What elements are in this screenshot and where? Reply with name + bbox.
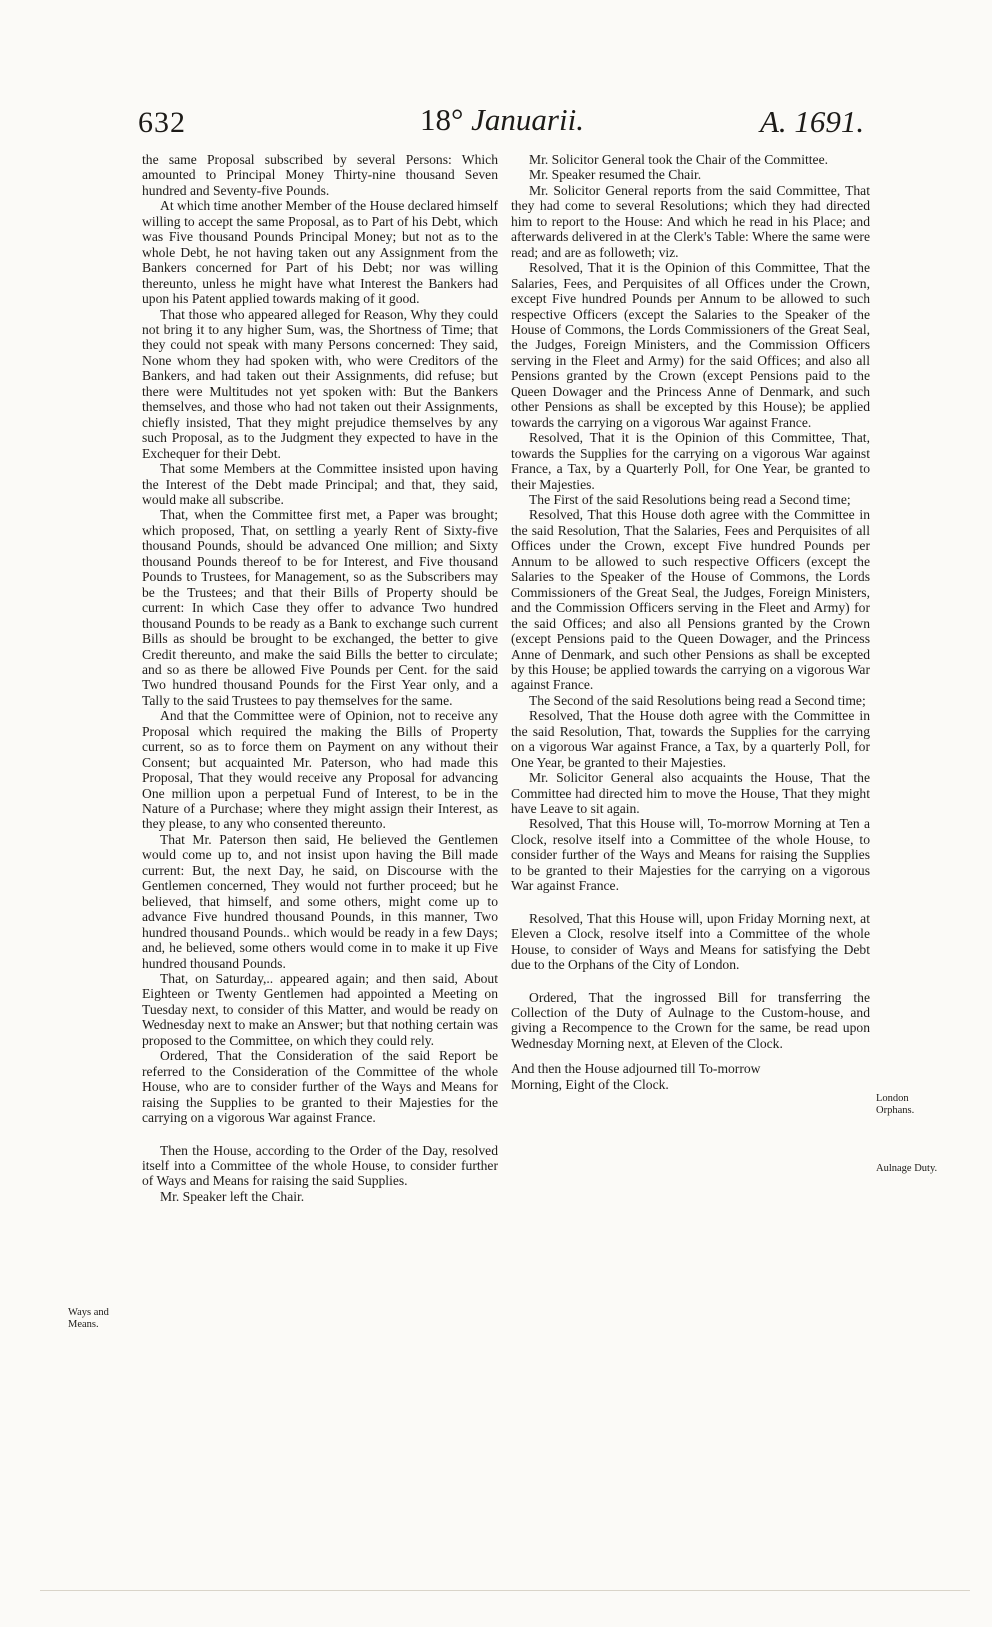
- date-month: Januarii.: [471, 102, 584, 137]
- adjournment-line-2: Morning, Eight of the Clock.: [511, 1076, 669, 1092]
- left-column: [142, 152, 498, 1204]
- spacer: [511, 973, 870, 990]
- paragraph: The First of the said Resolutions being read a Second time;: [529, 491, 851, 507]
- paragraph: Then the House, according to the Order of the Day, resolved itself into a Committee of the whole House, to consider further of Ways and Means for raising the said Supplies.: [142, 1142, 498, 1189]
- page-header: [0, 100, 992, 150]
- page-number: 632: [138, 106, 186, 139]
- margin-note-aulnage-duty: Aulnage Duty.: [876, 1163, 938, 1174]
- spacer: [511, 894, 870, 911]
- margin-note-london-orphans: London Orphans.: [876, 1093, 915, 1116]
- paragraph: That some Members at the Committee insisted upon having the Interest of the Debt made Principal; and that, they said, would make all subscribe.: [142, 461, 498, 507]
- paragraph: That those who appeared alleged for Reason, Why they could not bring it to any higher Sum, was, the Shortness of Time; that they could not speak with many Persons concerned: They said, None whom they had spoken with, who were Creditors of the Bankers, and had taken out their Assignments, did refuse; but there were Multitudes not yet spoken with: But the Bankers themselves, and those who had not taken out their Assignments, chiefly insisted, That they might prejudice themselves by any such Proposal, as to the Judgment they expected to have in the Exchequer for their Debt.: [142, 306, 498, 461]
- paragraph: Mr. Speaker resumed the Chair.: [529, 167, 702, 183]
- orphans-paragraph: Resolved, That this House will, upon Friday Morning next, at Eleven a Clock, resolve itself into a Committee of the whole House, to consider of Ways and Means for satisfying the Debt due to the Orphans of the City of London.: [511, 910, 870, 973]
- running-date: [420, 102, 584, 138]
- right-column: [511, 152, 870, 1092]
- paragraph: Resolved, That the House doth agree with the Committee in the said Resolution, That, towards the Supplies for the carrying on a vigorous War against France, a Tax, by a quarterly Poll, for One Year, be granted to their Majesties.: [511, 708, 870, 770]
- paragraph: the same Proposal subscribed by several Persons: Which amounted to Principal Money Thirty-nine thousand Seven hundred and Seventy-five Pounds.: [142, 152, 498, 198]
- spacer: [511, 1051, 870, 1061]
- paragraph: At which time another Member of the House declared himself willing to accept the same Proposal, as to Part of his Debt, which was Five thousand Pounds Principal Money; but not as to the whole Debt, he not having taken out any Assignment from the Bankers concerned for Part of his Debt; nor was willing thereunto, unless he might have what Interest the Bankers had upon his Patent applied towards making of it good.: [142, 198, 498, 307]
- paragraph: Resolved, That this House will, To-morrow Morning at Ten a Clock, resolve itself into a Committee of the whole House, to consider further of the Ways and Means for raising the Supplies to be granted to their Majesties for the carrying on a vigorous War against France.: [511, 816, 870, 894]
- paragraph: That Mr. Paterson then said, He believed the Gentlemen would come up to, and not insist upon having the Bill made current: But, the next Day, he said, on Discourse with the Gentlemen concerned, They would not further proceed; but he believed, that himself, and some others, might come up to advance Five hundred thousand Pounds, in this manner, Two hundred thousand Pounds.. which would be ready in a few Days; and, he believed, some others would come in to make it up Five hundred thousand Pounds.: [142, 831, 498, 971]
- paragraph: And that the Committee were of Opinion, not to receive any Proposal which required the making the Bills of Property current, so as to force them on Payment on any without their Consent; but acquainted Mr. Paterson, who had made this Proposal, That they would receive any Proposal for advancing One million upon a perpetual Fund of Interest, to be in the Nature of a Purchase; where they might assign their Interest, as they please, to any who consented thereunto.: [142, 708, 498, 832]
- paragraph: Mr. Solicitor General took the Chair of the Committee.: [529, 152, 829, 167]
- adjournment-line-1: And then the House adjourned till To-morrow: [511, 1061, 761, 1077]
- paragraph: Ordered, That the Consideration of the said Report be referred to the Consideration of the Committee of the whole House, who are to consider further of the Ways and Means for raising the Supplies to be granted to their Majesties for the carrying on a vigorous War against France.: [142, 1048, 498, 1126]
- paragraph: Resolved, That it is the Opinion of this Committee, That, towards the Supplies for the carrying on a vigorous War against France, a Tax, by a Quarterly Poll, for One Year, be granted to their Majesties.: [511, 430, 870, 492]
- paragraph: Mr. Speaker left the Chair.: [160, 1188, 305, 1204]
- date-day: 18°: [420, 102, 464, 137]
- paragraph: The Second of the said Resolutions being read a Second time;: [529, 692, 866, 708]
- margin-note-ways-and-means: Ways and Means.: [68, 1307, 109, 1330]
- running-year: A. 1691.: [760, 104, 865, 139]
- paragraph: Mr. Solicitor General also acquaints the House, That the Committee had directed him to move the House, That they might have Leave to sit again.: [511, 770, 870, 817]
- paragraph: Mr. Solicitor General reports from the said Committee, That they had come to several Resolutions; which they had directed him to report to the House: And which he read in his Place; and afterwards delivered in at the Clerk's Table: Where the same were read; and are as followeth; viz.: [511, 182, 870, 260]
- spacer: [142, 1126, 498, 1143]
- aulnage-paragraph: Ordered, That the ingrossed Bill for transferring the Collection of the Duty of Aulnage to the Custom-house, and giving a Recompence to the Crown for the same, be read upon Wednesday Morning next, at Eleven of the Clock.: [511, 989, 870, 1051]
- paragraph: Resolved, That it is the Opinion of this Committee, That the Salaries, Fees, and Perquisites of all Offices under the Crown, except Five hundred Pounds per Annum to be allowed to such respective Officers (except the Salaries to the Speaker of the House of Commons, the Lords Commissioners of the Great Seal, the Judges, Foreign Ministers, and the Commission Officers serving in the Fleet and Army) for the said Offices; and also all Pensions granted by the Crown (except Pensions paid to the Queen Dowager and the Princess Anne of Denmark, and such other Pensions as shall be excepted by this House); be applied towards the carrying on a vigorous War against France.: [511, 260, 870, 430]
- paragraph: That, when the Committee first met, a Paper was brought; which proposed, That, on settling a yearly Rent of Sixty-five thousand Pounds, should be advanced One million; and Sixty thousand Pounds thereof to be for Interest, and Five thousand Pounds to Trustees, for Management, so as the Subscribers may be the Trustees; and that their Bills of Property should be current: In which Case they offer to advance Two hundred thousand Pounds to be ready as a Bank to exchange such current Bills as should be brought to be exchanged, the better to give Credit thereunto, and make the said Bills the better to circulate; and so as there be allowed Five Pounds per Cent. for the said Two hundred thousand Pounds for the First Year only, and a Tally to the said Trustees to pay themselves for the same.: [142, 507, 498, 708]
- bottom-rule: [40, 1590, 970, 1591]
- paragraph: Resolved, That this House doth agree with the Committee in the said Resolution, That the Salaries, Fees and Perquisites of all Offices under the Crown, except Five hundred Pounds per Annum to be allowed to such respective Officers (except the Salaries to the Speaker of the House of Commons, the Lords Commissioners of the Great Seal, the Judges, Foreign Ministers, and the Commission Officers serving in the Fleet and Army) for the said Offices; and also all Pensions granted by the Crown (except Pensions paid to the Queen Dowager, and the Princess Anne of Denmark, and such other Pensions as shall be excepted by this House; be applied towards the carrying on a vigorous War against France.: [511, 507, 870, 693]
- paragraph: That, on Saturday,.. appeared again; and then said, About Eighteen or Twenty Gentlemen had appointed a Meeting on Tuesday next, to consider of this Matter, and would be ready on Wednesday next to make an Answer; but that nothing certain was proposed to the Committee, on which they could rely.: [142, 971, 498, 1048]
